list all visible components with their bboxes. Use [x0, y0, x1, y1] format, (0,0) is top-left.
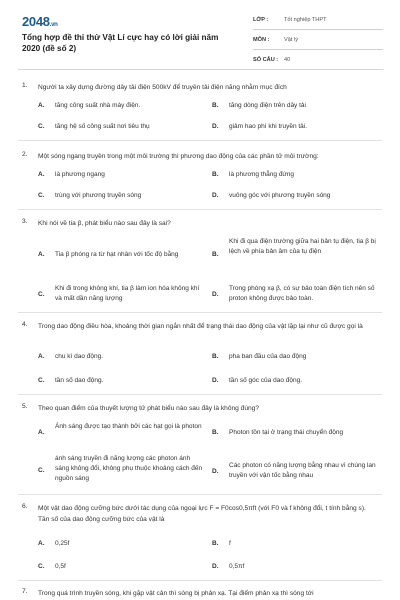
option-text: là phương thẳng đứng — [229, 171, 295, 178]
option-letter: C. — [38, 467, 45, 474]
document-title: Tổng hợp đề thi thử Vật Lí cực hay có lời giải năm 2020 (đề số 2) — [22, 33, 219, 53]
option-letter: A. — [38, 102, 45, 109]
option-letter: D. — [212, 291, 219, 298]
logo-suffix: .vn — [49, 22, 58, 28]
option-letter: D. — [212, 123, 219, 130]
question-text: Trong quá trình truyền sóng, khi gặp vật cản thì sóng bị phản xạ. Tại điểm phản xạ thì sóng tới — [38, 590, 314, 597]
meta-value: Tốt nghiệp THPT — [284, 17, 327, 23]
question-divider — [18, 140, 382, 141]
option-letter: D. — [212, 563, 219, 570]
option-letter: C. — [38, 563, 45, 570]
question-text: Trong dao động điều hòa, khoảng thời gian ngắn nhất để trạng thái dao động của vật lặp lại như cũ được gọi là — [38, 323, 363, 330]
option-text: Trong phóng xạ β, có sự bảo toàn điện tích nên số proton không được bảo toàn. — [229, 285, 375, 302]
option-text: chu kì dao động. — [55, 353, 104, 360]
option-text: Các photon có năng lượng bằng nhau vì chúng lan truyền với vận tốc bằng nhau — [229, 462, 376, 479]
option-letter: C. — [38, 192, 45, 199]
option-text: ánh sáng truyền đi năng lượng các photon ánh sáng không đổi, không phụ thuộc khoảng cách đến nguồn sáng — [55, 455, 203, 482]
question-number: 6. — [22, 503, 28, 510]
option-letter: A. — [38, 171, 45, 178]
option-letter: C. — [38, 291, 45, 298]
page-header — [0, 0, 400, 68]
option-letter: A. — [38, 429, 45, 436]
header-divider — [18, 69, 382, 70]
question-text: Theo quan điểm của thuyết lượng tử phát biểu nào sau đây là không đúng? — [38, 405, 260, 412]
meta-row-count — [253, 54, 383, 70]
option-text: pha ban đầu của dao động — [229, 353, 307, 360]
option-text: Tia β phóng ra từ hạt nhân với tốc độ bằng — [55, 251, 179, 258]
question-number: 5. — [22, 403, 28, 410]
option-letter: B. — [212, 171, 219, 178]
logo-text: 2048 — [22, 14, 50, 29]
option-letter: B. — [212, 102, 219, 109]
meta-key: MÔN : — [253, 37, 270, 43]
option-letter: A. — [38, 251, 45, 258]
option-letter: D. — [212, 468, 219, 475]
question-number: 7. — [22, 588, 28, 595]
option-text: giảm hao phí khi truyền tải. — [229, 123, 308, 130]
option-text: 0,5πf — [229, 563, 245, 570]
option-text: Ánh sáng được tạo thành bởi các hạt gọi là photon — [55, 423, 202, 430]
option-letter: B. — [212, 429, 219, 436]
option-text: trùng với phương truyền sóng — [55, 192, 142, 199]
question-number: 1. — [22, 82, 28, 89]
question-text: Một vật dao động cưỡng bức dưới tác dụng của ngoại lực F = F0cos0,5πft (với F0 và f không đổi, t tính bằng s). Tần số của dao động cưỡng bức của vật là — [38, 505, 366, 523]
document-meta — [253, 14, 383, 74]
option-text: Photon tồn tại ở trạng thái chuyển động — [229, 429, 344, 436]
meta-value: Vật lý — [284, 37, 298, 43]
option-text: 0,5f — [55, 563, 66, 570]
question-divider — [18, 312, 382, 313]
question-number: 3. — [22, 218, 28, 225]
option-letter: B. — [212, 540, 219, 547]
option-letter: A. — [38, 353, 45, 360]
option-text: vuông góc với phương truyền sóng — [229, 192, 331, 199]
question-text: Người ta xây dựng đường dây tải điện 500kV để truyền tải điện năng nhằm mục đích — [38, 84, 287, 91]
question-text: Khi nói về tia β, phát biểu nào sau đây là sai? — [38, 220, 171, 227]
option-letter: C. — [38, 123, 45, 130]
question-divider — [18, 580, 382, 581]
option-text: tăng công suất nhà máy điện. — [55, 102, 141, 109]
site-logo[interactable] — [22, 14, 58, 29]
option-letter: B. — [212, 251, 219, 258]
question-number: 2. — [22, 151, 28, 158]
option-text: Khi đi trong không khí, tia β làm ion hóa không khí và mất dần năng lượng — [55, 285, 200, 302]
meta-row-subject — [253, 34, 383, 50]
question-text: Một sóng ngang truyền trong một môi trường thì phương dao động của các phần tử môi trường: — [38, 153, 319, 160]
question-divider — [18, 394, 382, 395]
option-text: Khi đi qua điện trường giữa hai bản tụ điện, tia β bị lệch về phía bản âm của tụ điện — [229, 238, 376, 255]
option-text: tăng hệ số công suất nơi tiêu thụ — [55, 123, 150, 130]
meta-key: SỐ CÂU : — [253, 57, 279, 63]
question-divider — [18, 494, 382, 495]
option-letter: C. — [38, 377, 45, 384]
option-text: tần số góc của dao động. — [229, 377, 303, 384]
meta-value: 40 — [284, 57, 291, 63]
option-letter: A. — [38, 540, 45, 547]
option-letter: D. — [212, 192, 219, 199]
option-text: là phương ngang — [55, 171, 105, 178]
option-text: 0,25f — [55, 540, 70, 547]
option-letter: B. — [212, 353, 219, 360]
option-letter: D. — [212, 377, 219, 384]
meta-key: LỚP : — [253, 17, 269, 23]
question-number: 4. — [22, 321, 28, 328]
meta-row-class — [253, 14, 383, 30]
option-text: tăng dòng điện trên dây tải — [229, 102, 306, 109]
question-divider — [18, 209, 382, 210]
option-text: tần số dao động. — [55, 377, 104, 384]
option-text: f — [229, 540, 231, 547]
